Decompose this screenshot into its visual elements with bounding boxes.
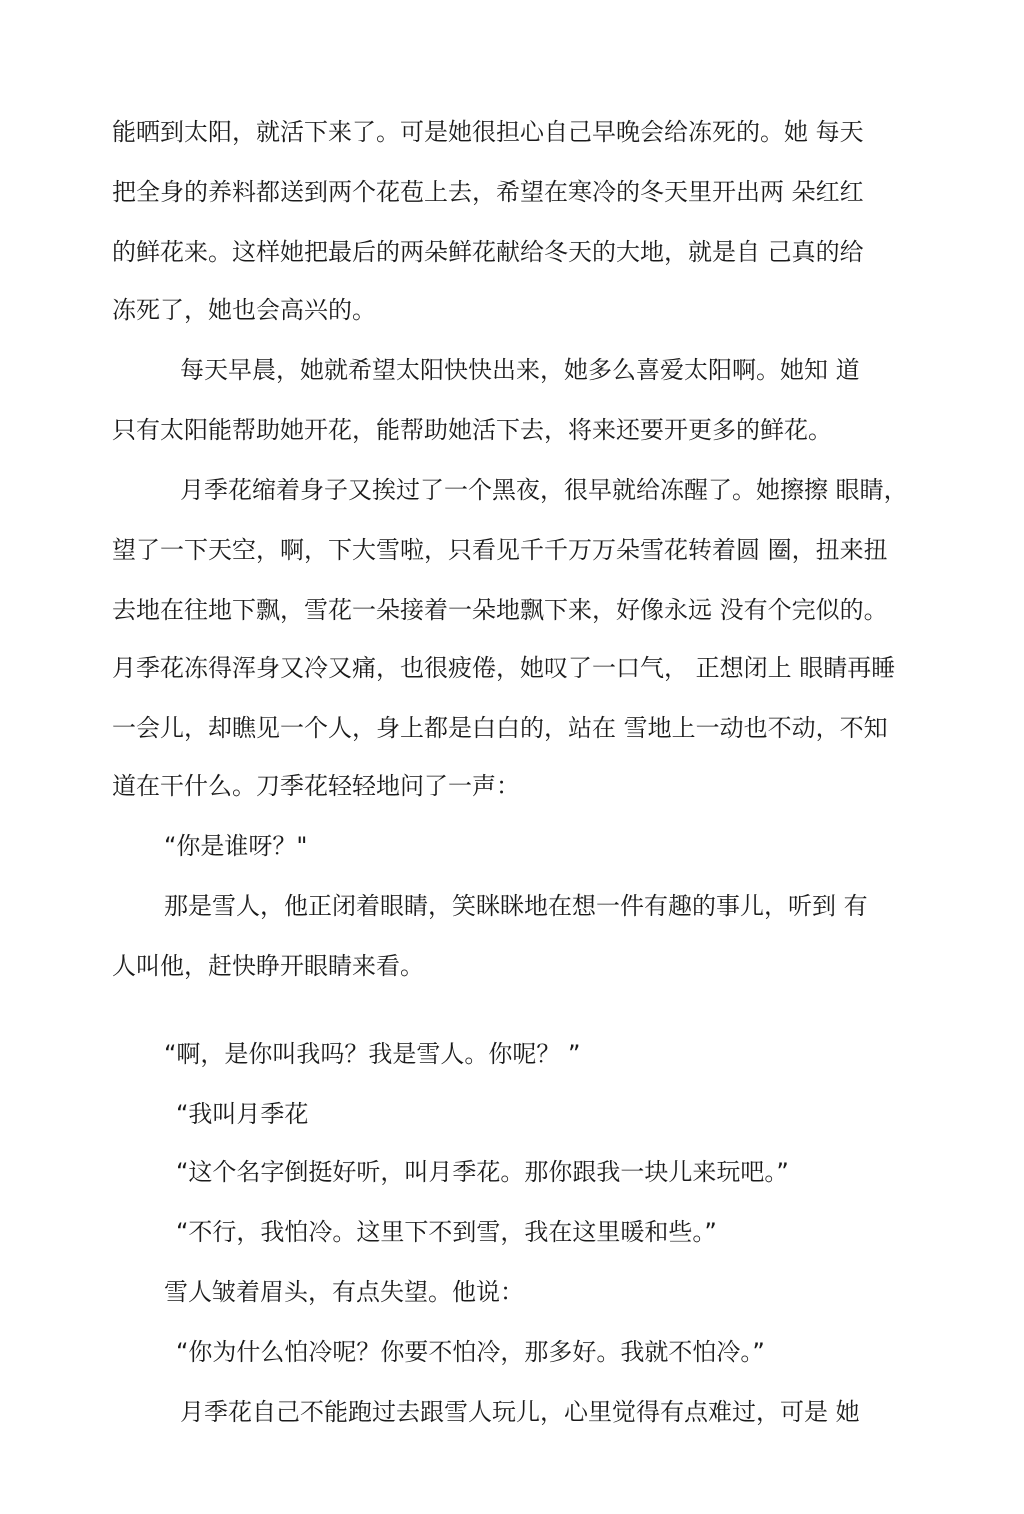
text-line: 能晒到太阳，就活下来了。可是她很担心自己早晚会给冻死的。她 每天 [112,118,864,146]
text-line: 冻死了，她也会高兴的。 [112,296,376,324]
text-line: 去地在往地下飘，雪花一朵接着一朵地飘下来，好像永远 没有个完似的。 [112,596,888,624]
text-line: 的鲜花来。这样她把最后的两朵鲜花献给冬天的大地，就是自 己真的给 [112,238,864,266]
text-line: “我叫月季花 [176,1100,309,1128]
text-line: 月季花自己不能跑过去跟雪人玩儿，心里觉得有点难过，可是 她 [180,1398,860,1426]
text-line: 把全身的养料都送到两个花苞上去，希望在寒冷的冬天里开出两 朵红红 [112,178,864,206]
text-line: “你为什么怕冷呢？你要不怕冷，那多好。我就不怕冷。” [176,1338,765,1366]
text-line: “这个名字倒挺好听，叫月季花。那你跟我一块儿来玩吧。” [176,1158,789,1186]
text-line: 每天早晨，她就希望太阳快快出来，她多么喜爱太阳啊。她知 道 [180,356,860,384]
text-line: “啊，是你叫我吗？我是雪人。你呢？ ” [164,1040,581,1068]
text-line: “不行，我怕冷。这里下不到雪，我在这里暖和些。” [176,1218,717,1246]
text-line: 雪人皱着眉头，有点失望。他说： [164,1278,524,1306]
text-line: 月季花冻得浑身又冷又痛，也很疲倦，她叹了一口气， 正想闭上 眼睛再睡 [112,654,896,682]
text-line: 只有太阳能帮助她开花，能帮助她活下去，将来还要开更多的鲜花。 [112,416,832,444]
text-line: 望了一下天空，啊，下大雪啦，只看见千千万万朵雪花转着圆 圈，扭来扭 [112,536,888,564]
text-line: 道在干什么。刀季花轻轻地问了一声： [112,772,520,800]
text-line: 月季花缩着身子又挨过了一个黑夜，很早就给冻醒了。她擦擦 眼睛， [180,476,908,504]
text-line: 那是雪人，他正闭着眼睛，笑眯眯地在想一件有趣的事儿，听到 有 [164,892,868,920]
text-line: 人叫他，赶快睁开眼睛来看。 [112,952,424,980]
text-line: “你是谁呀？" [164,832,308,860]
text-line: 一会儿，却瞧见一个人，身上都是白白的，站在 雪地上一动也不动，不知 [112,714,888,742]
